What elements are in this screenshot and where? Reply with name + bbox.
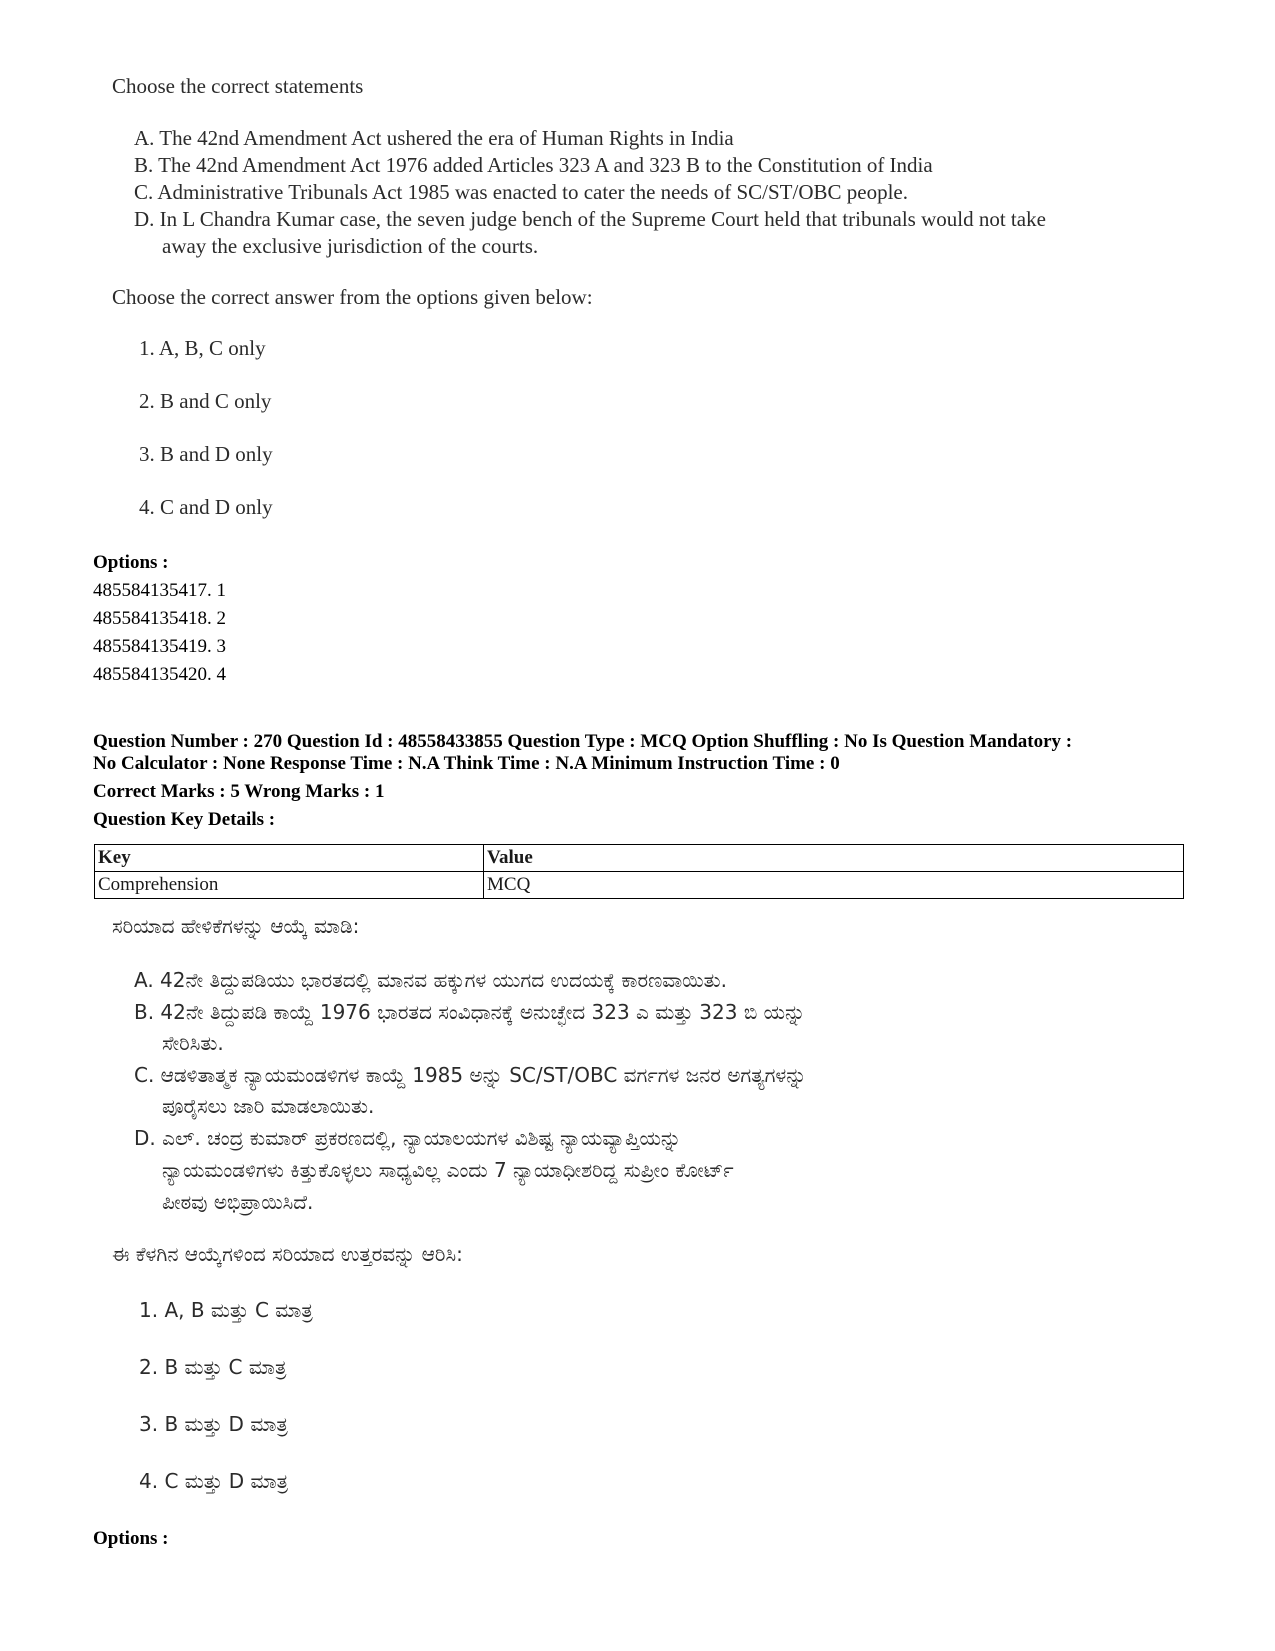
table-header-value: Value xyxy=(484,845,1184,872)
table-header-row xyxy=(95,845,1184,872)
statement-a: A. The 42nd Amendment Act ushered the era of Human Rights in India xyxy=(134,126,734,150)
kannada-statement-c-continued: ಪೂರೈಸಲು ಜಾರಿ ಮಾಡಲಾಯಿತು. xyxy=(162,1094,375,1118)
answer-choice-2: 2. B and C only xyxy=(139,389,272,413)
kannada-question-stem: ಸರಿಯಾದ ಹೇಳಿಕೆಗಳನ್ನು ಆಯ್ಕೆ ಮಾಡಿ: xyxy=(112,914,360,938)
kannada-answer-choice-2: 2. B ಮತ್ತು C ಮಾತ್ರ xyxy=(139,1355,287,1379)
answer-choice-3: 3. B and D only xyxy=(139,442,273,466)
kannada-statement-d-continued: ನ್ಯಾಯಮಂಡಳಿಗಳು ಕಿತ್ತುಕೊಳ್ಳಲು ಸಾಧ್ಯವಿಲ್ಲ ಎಂದು 7 ನ್ಯಾಯಾಧೀಶರಿದ್ದ ಸುಪ್ರೀಂ ಕೋರ್ಟ್ xyxy=(162,1158,734,1182)
key-details-label: Question Key Details : xyxy=(93,809,276,830)
key-details-table xyxy=(94,844,1184,899)
statement-d-continued: away the exclusive jurisdiction of the courts. xyxy=(162,234,539,258)
choose-answer-line: Choose the correct answer from the options given below: xyxy=(112,285,593,309)
kannada-answer-choice-4: 4. C ಮತ್ತು D ಮಾತ್ರ xyxy=(139,1469,289,1493)
kannada-choose-answer-line: ಈ ಕೆಳಗಿನ ಆಯ್ಕೆಗಳಿಂದ ಸರಿಯಾದ ಉತ್ತರವನ್ನು ಆರಿಸಿ: xyxy=(112,1242,463,1266)
kannada-answer-choice-3: 3. B ಮತ್ತು D ಮಾತ್ರ xyxy=(139,1412,288,1436)
statement-c: C. Administrative Tribunals Act 1985 was enacted to cater the needs of SC/ST/OBC people. xyxy=(134,180,908,204)
kannada-statement-a: A. 42ನೇ ತಿದ್ದುಪಡಿಯು ಭಾರತದಲ್ಲಿ ಮಾನವ ಹಕ್ಕುಗಳ ಯುಗದ ಉದಯಕ್ಕೆ ಕಾರಣವಾಯಿತು. xyxy=(134,968,727,992)
kannada-statement-b-continued: ಸೇರಿಸಿತು. xyxy=(162,1031,224,1055)
question-stem: Choose the correct statements xyxy=(112,74,364,98)
kannada-answer-choice-1: 1. A, B ಮತ್ತು C ಮಾತ್ರ xyxy=(139,1298,313,1322)
kannada-statement-d-continued-2: ಪೀಠವು ಅಭಿಪ್ರಾಯಿಸಿದೆ. xyxy=(162,1190,314,1214)
option-id-1: 485584135417. 1 xyxy=(93,580,226,601)
statement-d: D. In L Chandra Kumar case, the seven judge bench of the Supreme Court held that tribunals would not take xyxy=(134,207,1046,231)
options-label-2: Options : xyxy=(93,1528,169,1549)
kannada-statement-b: B. 42ನೇ ತಿದ್ದುಪಡಿ ಕಾಯ್ದೆ 1976 ಭಾರತದ ಸಂವಿಧಾನಕ್ಕೆ ಅನುಚ್ಛೇದ 323 ಎ ಮತ್ತು 323 ಬಿ ಯನ್ನು xyxy=(134,1000,806,1024)
table-row xyxy=(95,872,1184,899)
answer-choice-4: 4. C and D only xyxy=(139,495,273,519)
question-marks: Correct Marks : 5 Wrong Marks : 1 xyxy=(93,781,385,802)
statement-b: B. The 42nd Amendment Act 1976 added Articles 323 A and 323 B to the Constitution of India xyxy=(134,153,933,177)
table-header-key: Key xyxy=(95,845,484,872)
option-id-2: 485584135418. 2 xyxy=(93,608,226,629)
options-label: Options : xyxy=(93,552,169,573)
option-id-4: 485584135420. 4 xyxy=(93,664,226,685)
question-meta-line2: No Calculator : None Response Time : N.A Think Time : N.A Minimum Instruction Time : 0 xyxy=(93,753,840,774)
table-cell-value: MCQ xyxy=(484,872,1184,899)
kannada-statement-d: D. ಎಲ್. ಚಂದ್ರ ಕುಮಾರ್ ಪ್ರಕರಣದಲ್ಲಿ, ನ್ಯಾಯಾಲಯಗಳ ವಿಶಿಷ್ಟ ನ್ಯಾಯವ್ಯಾಪ್ತಿಯನ್ನು xyxy=(134,1126,682,1150)
answer-choice-1: 1. A, B, C only xyxy=(139,336,266,360)
question-meta-line1: Question Number : 270 Question Id : 48558433855 Question Type : MCQ Option Shuffling : No Is Question Mandatory : xyxy=(93,731,1073,752)
kannada-statement-c: C. ಆಡಳಿತಾತ್ಮಕ ನ್ಯಾಯಮಂಡಳಿಗಳ ಕಾಯ್ದೆ 1985 ಅನ್ನು SC/ST/OBC ವರ್ಗಗಳ ಜನರ ಅಗತ್ಯಗಳನ್ನು xyxy=(134,1063,807,1087)
option-id-3: 485584135419. 3 xyxy=(93,636,226,657)
table-cell-key: Comprehension xyxy=(95,872,484,899)
